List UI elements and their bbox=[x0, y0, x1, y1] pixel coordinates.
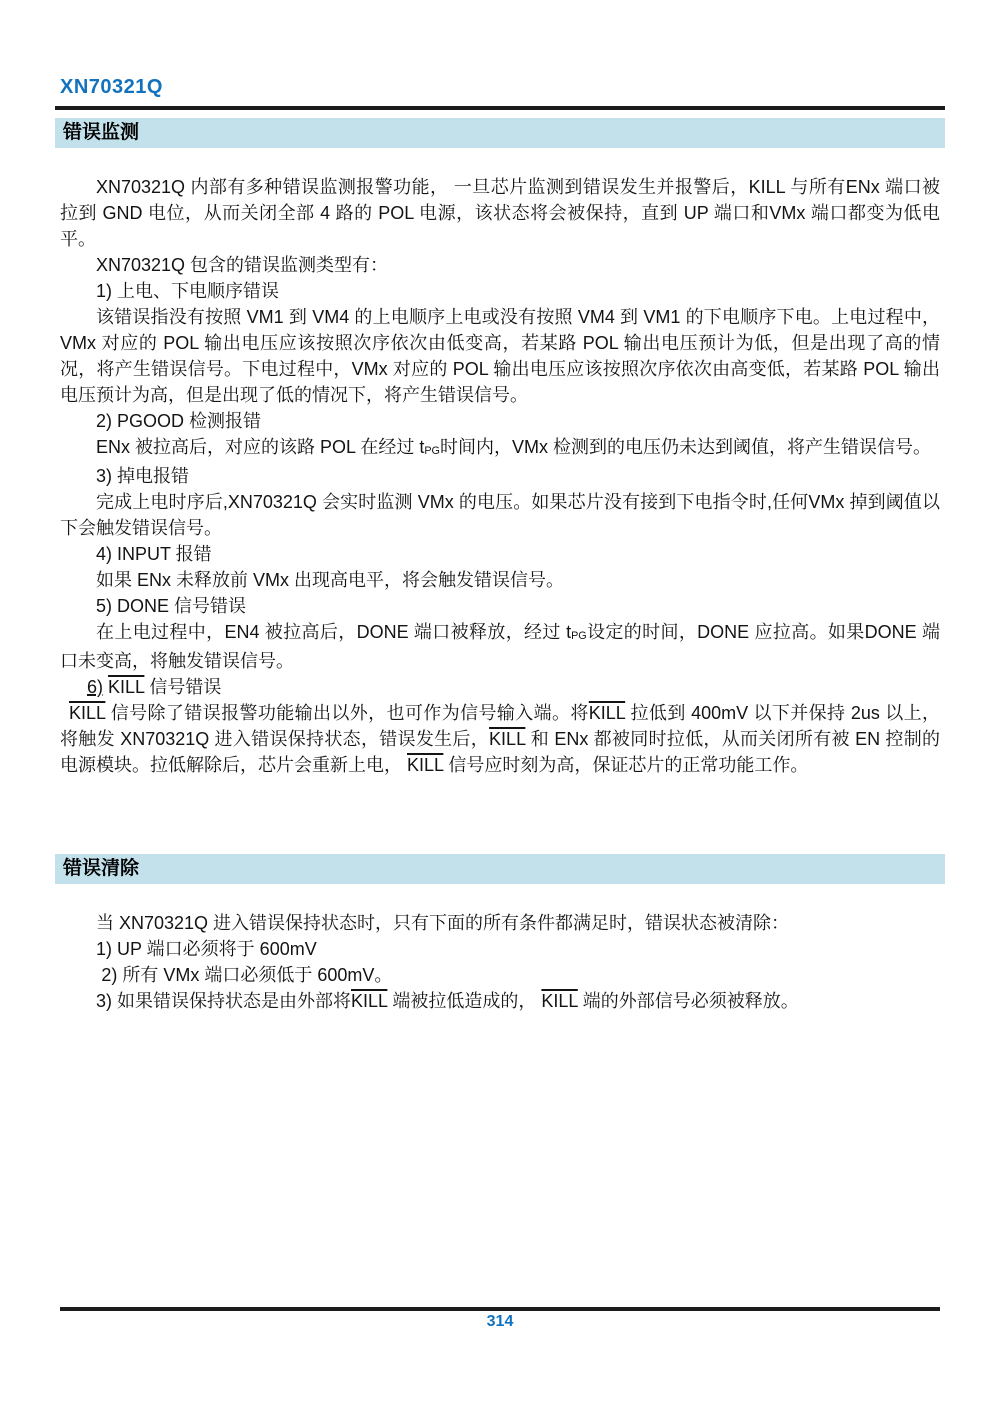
text-run: XN70321Q 包含的错误监测类型有： bbox=[96, 255, 389, 275]
text-run: 信号错误 bbox=[144, 677, 222, 697]
paragraph bbox=[60, 489, 940, 541]
text-run: ENx 被拉高后，对应的该路 POL 在经过 t bbox=[96, 437, 425, 457]
section-heading-error-monitoring: 错误监测 bbox=[55, 118, 945, 148]
overline-signal-name: KILL bbox=[541, 991, 578, 1011]
paragraph bbox=[60, 174, 940, 252]
underlined-text: 6) bbox=[87, 677, 104, 697]
text-run: 1) UP 端口必须将于 600mV bbox=[96, 939, 317, 959]
overline-signal-name: KILL bbox=[588, 703, 626, 723]
overline-signal-name: KILL bbox=[489, 729, 526, 749]
text-run: 设定的时间，DONE 应拉高。如果DONE 端口未变高，将触发错误信号。 bbox=[60, 622, 940, 671]
section-body-error-clearing bbox=[55, 910, 945, 1014]
section-body-error-monitoring bbox=[55, 174, 945, 778]
paragraph bbox=[60, 304, 940, 408]
overline-signal-name: KILL bbox=[407, 755, 444, 775]
paragraph bbox=[60, 936, 940, 962]
text-run: XN70321Q 内部有多种错误监测报警功能， 一旦芯片监测到错误发生并报警后，KILL 与所有ENx 端口被拉到 GND 电位，从而关闭全部 4 路的 POL 电源，该状态将会被保持，直到 UP 端口和VMx 端口都变为低电平。 bbox=[60, 177, 940, 249]
paragraph bbox=[60, 434, 940, 463]
paragraph bbox=[60, 593, 940, 619]
paragraph bbox=[60, 962, 940, 988]
footer-rule bbox=[60, 1307, 940, 1311]
section-heading-error-clearing: 错误清除 bbox=[55, 854, 945, 884]
subscript-text: PG bbox=[571, 630, 587, 643]
section-error-clearing bbox=[55, 854, 945, 1014]
page-content bbox=[55, 0, 945, 1014]
paragraph bbox=[60, 278, 940, 304]
paragraph bbox=[60, 910, 940, 936]
text-run: 拉低到 400mV 以下并保持 2us 以上，将触发 XN70321Q 进入错误保持状态，错误发生后， bbox=[60, 703, 940, 749]
paragraph bbox=[60, 619, 940, 674]
text-run: 如果 ENx 未释放前 VMx 出现高电平，将会触发错误信号。 bbox=[96, 570, 565, 590]
page-number: 314 bbox=[486, 1313, 514, 1330]
text-run: 信号应时刻为高，保证芯片的正常功能工作。 bbox=[443, 755, 809, 775]
paragraph bbox=[60, 252, 940, 278]
text-run: 信号除了错误报警功能输出以外，也可作为信号输入端。将 bbox=[105, 703, 589, 723]
text-run: 3) 如果错误保持状态是由外部将 bbox=[96, 991, 352, 1011]
text-run: 当 XN70321Q 进入错误保持状态时，只有下面的所有条件都满足时，错误状态被清除： bbox=[96, 913, 790, 933]
doc-title: XN70321Q bbox=[60, 76, 163, 98]
paragraph bbox=[60, 567, 940, 593]
text-run: 完成上电时序后,XN70321Q 会实时监测 VMx 的电压。如果芯片没有接到下电指令时,任何VMx 掉到阈值以下会触发错误信号。 bbox=[60, 492, 940, 538]
paragraph bbox=[60, 988, 940, 1014]
paragraph bbox=[60, 674, 940, 700]
paragraph bbox=[60, 463, 940, 489]
header-rule bbox=[55, 106, 945, 110]
paragraph bbox=[60, 541, 940, 567]
text-run: 时间内，VMx 检测到的电压仍未达到阈值，将产生错误信号。 bbox=[439, 437, 931, 457]
text-run: 端被拉低造成的， bbox=[387, 991, 542, 1011]
subscript-text: PG bbox=[424, 445, 440, 458]
text-run: 端的外部信号必须被释放。 bbox=[577, 991, 799, 1011]
paragraph bbox=[60, 700, 940, 778]
overline-signal-name: KILL bbox=[69, 703, 106, 723]
text-run: 5) DONE 信号错误 bbox=[96, 596, 247, 616]
overline-signal-name: KILL bbox=[351, 991, 388, 1011]
text-run: 2) 所有 VMx 端口必须低于 600mV。 bbox=[101, 965, 393, 985]
text-run: 1) 上电、下电顺序错误 bbox=[96, 281, 280, 301]
paragraph bbox=[60, 408, 940, 434]
text-run: 3) 掉电报错 bbox=[96, 466, 190, 486]
text-run: 4) INPUT 报错 bbox=[96, 544, 212, 564]
text-run: 2) PGOOD 检测报错 bbox=[96, 411, 262, 431]
text-run: 在上电过程中，EN4 被拉高后，DONE 端口被释放，经过 t bbox=[96, 622, 572, 642]
text-run: 和 ENx 都被同时拉低，从而关闭所有被 EN 控制的电源模块。拉低解除后，芯片会重新上电， bbox=[60, 729, 941, 775]
text-run: 该错误指没有按照 VM1 到 VM4 的上电顺序上电或没有按照 VM4 到 VM1 的下电顺序下电。上电过程中，VMx 对应的 POL 输出电压应该按照次序依次由低变高，若某路 POL 输出电压预计为低，但是出现了高的情况，将产生错误信号。下电过程中，VMx 对应的 POL 输出电压应该按照次序依次由高变低，若某路 POL 输出电压预计为高，但是出现了低的情况下，将产生错误信号。 bbox=[60, 307, 940, 405]
section-error-monitoring bbox=[55, 118, 945, 778]
overline-signal-name: KILL bbox=[108, 677, 145, 697]
page-header bbox=[55, 76, 945, 110]
